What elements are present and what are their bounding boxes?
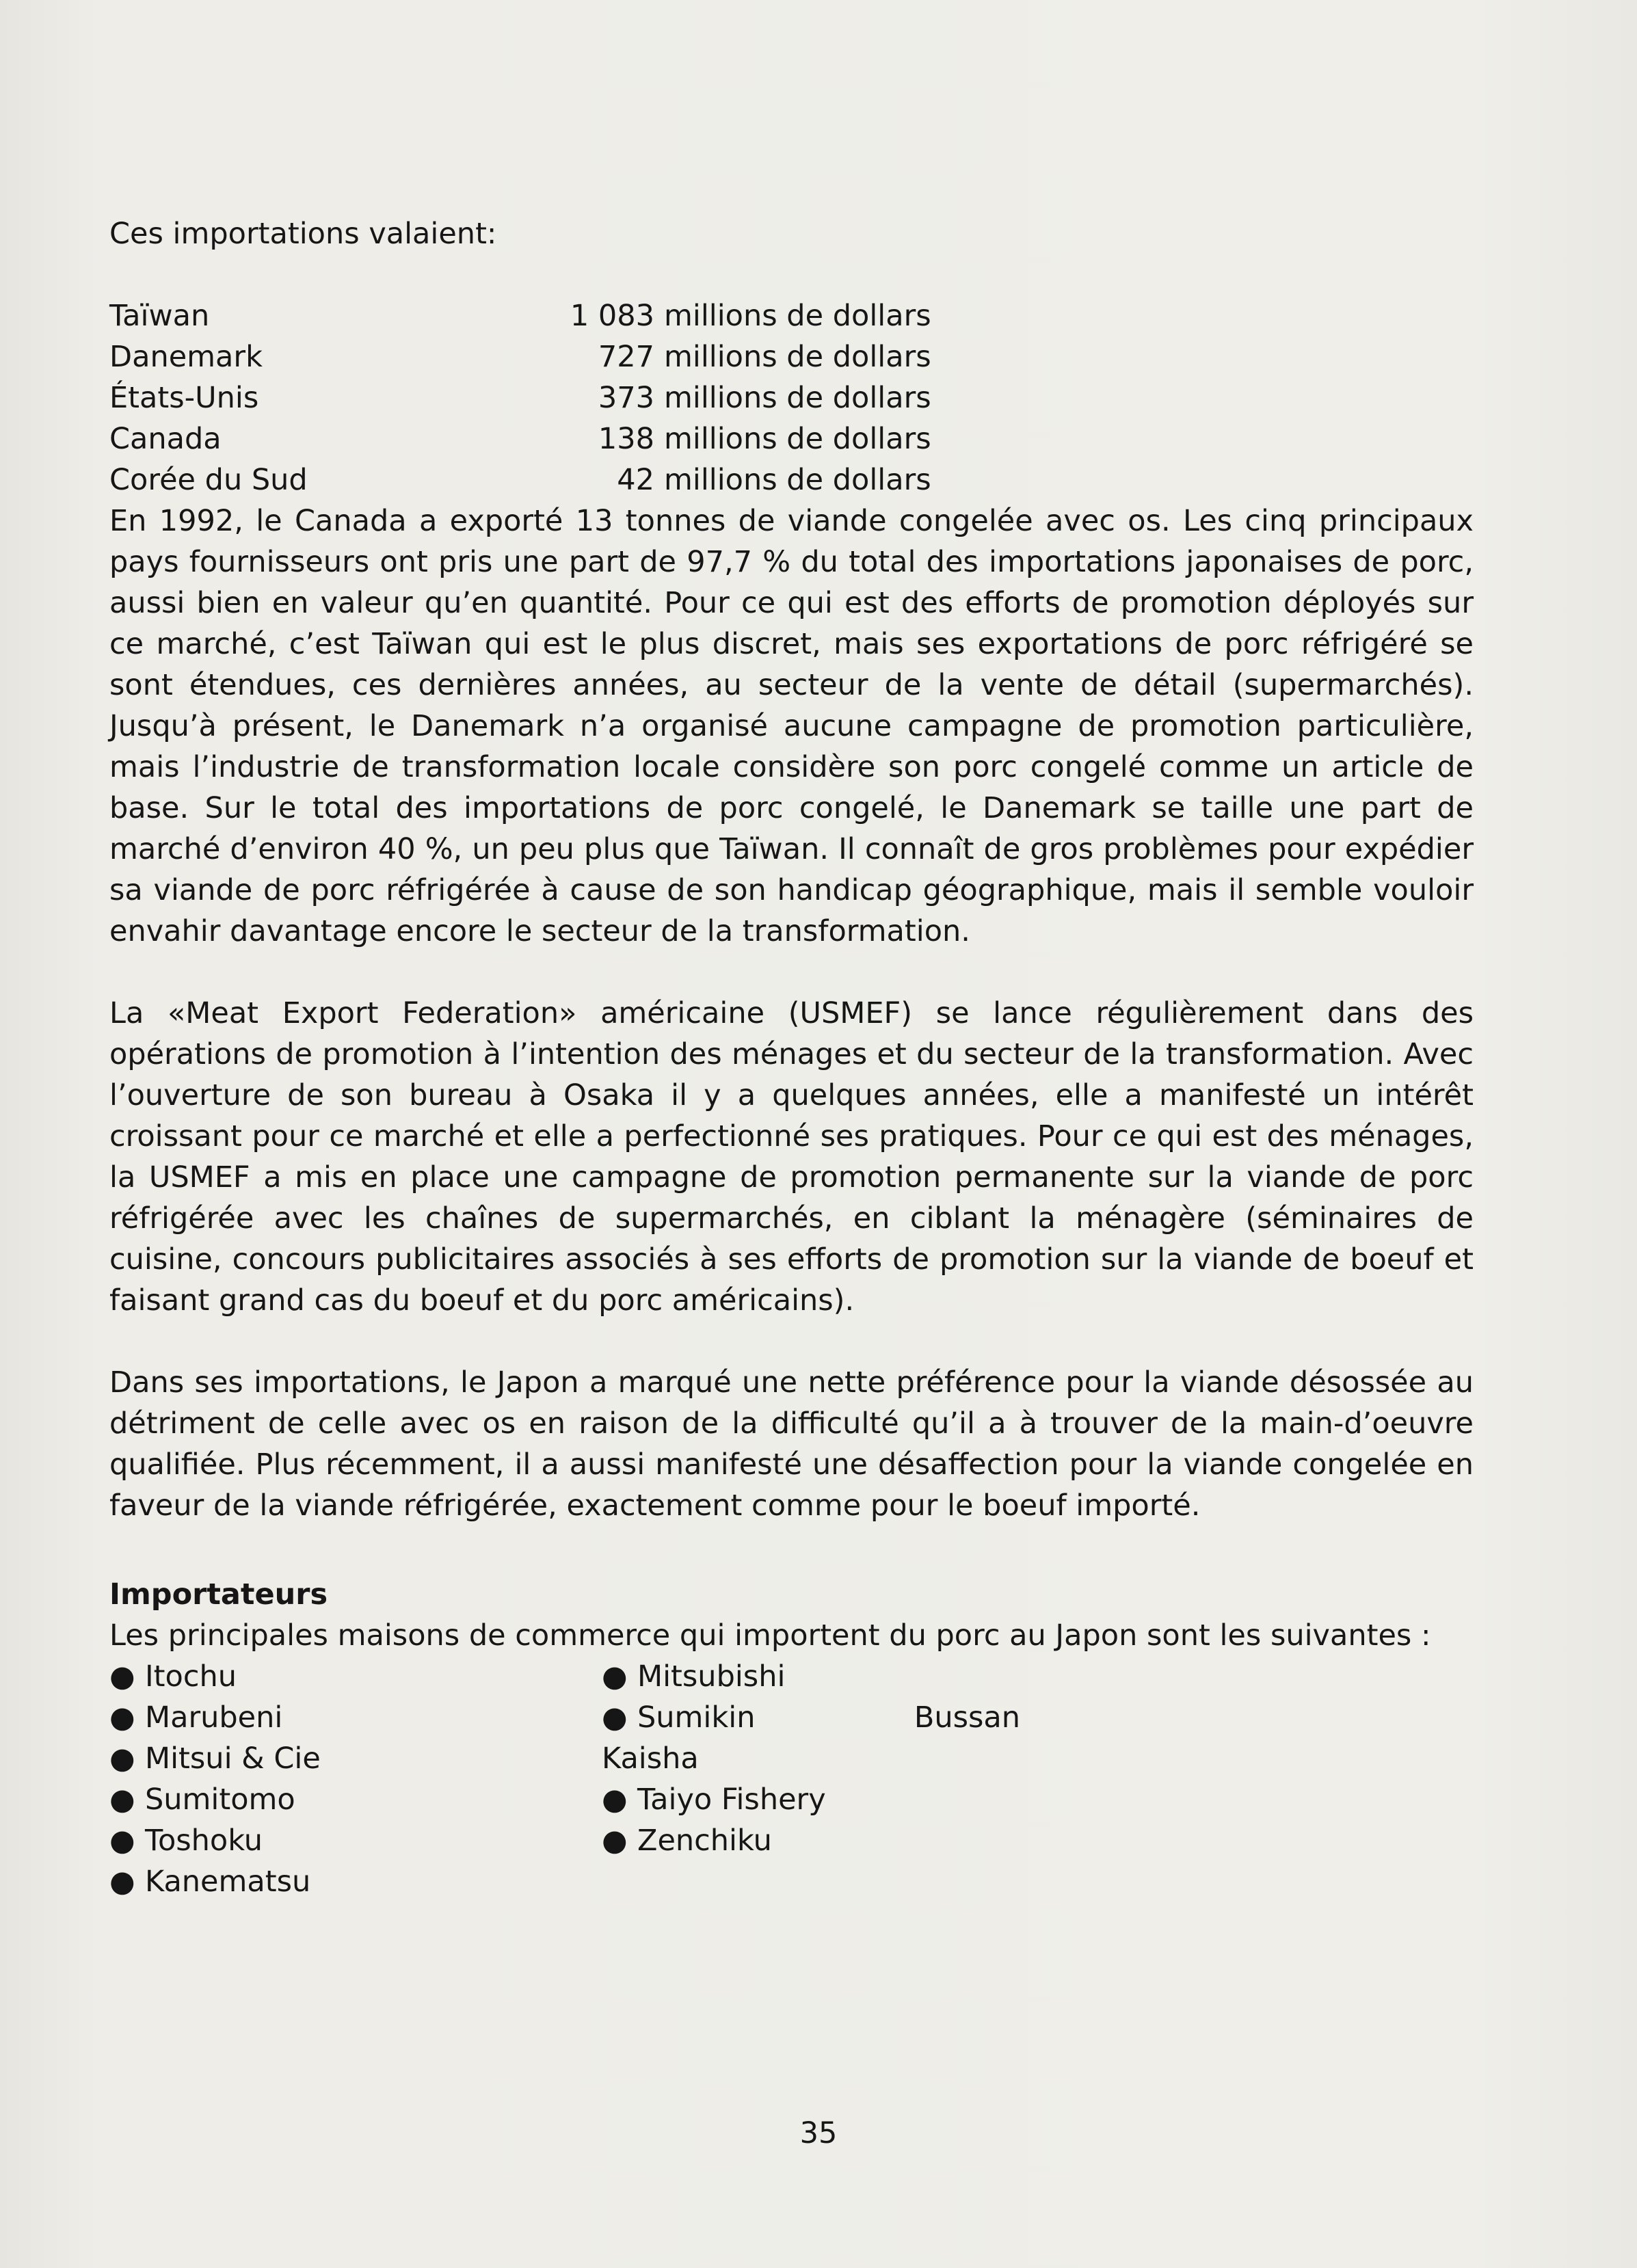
- list-item: ● Marubeni: [109, 1697, 602, 1738]
- amount: 42: [617, 463, 654, 497]
- unit: millions de dollars: [664, 381, 931, 415]
- country: Canada: [109, 422, 222, 456]
- importers-intro: Les principales maisons de commerce qui importent du porc au Japon sont les suivantes :: [109, 1618, 1431, 1653]
- list-item: ● Toshoku: [109, 1820, 602, 1861]
- unit: millions de dollars: [664, 463, 931, 497]
- bullet-icon: ●: [602, 1824, 628, 1858]
- bullet-icon: ●: [602, 1659, 628, 1694]
- imports-row: [109, 295, 1474, 336]
- bullet-icon: ●: [602, 1700, 628, 1735]
- bullet-icon: ●: [109, 1700, 135, 1735]
- list-item: ● Itochu: [109, 1656, 602, 1697]
- list-item: ● Kanematsu: [109, 1861, 602, 1902]
- amount: 373: [598, 381, 654, 415]
- list-item: ● Zenchiku: [602, 1820, 1422, 1861]
- list-item: ● Sumikin Bussan: [602, 1697, 1422, 1738]
- importers-lists: [109, 1656, 1474, 1902]
- paragraph-usmef: La «Meat Export Federation» américaine (USMEF) se lance régulièrement dans des opérations de promotion à l’intention des ménages et du secteur de la transformation. Avec l’ouverture de son bureau à Osaka il y a quelques années, elle a manifesté un intérêt croissant pour ce marché et elle a perfectionné ses pratiques. Pour ce qui est des ménages, la USMEF a mis en place une campagne de promotion permanente sur la viande de porc réfrigérée avec les chaînes de supermarchés, en ciblant la ménagère (séminaires de cuisine, concours publicitaires associés à ses efforts de promotion sur la viande de boeuf et faisant grand cas du boeuf et du porc américains).: [109, 996, 1474, 1318]
- bullet-icon: ●: [109, 1742, 135, 1776]
- amount: 1 083: [570, 299, 654, 333]
- imports-row: [109, 459, 1474, 501]
- country: Danemark: [109, 340, 263, 374]
- amount: 138: [598, 422, 654, 456]
- unit: millions de dollars: [664, 299, 931, 333]
- bullet-icon: ●: [109, 1659, 135, 1694]
- imports-intro: Ces importations valaient:: [109, 217, 497, 251]
- list-item: ● Mitsubishi: [602, 1656, 1422, 1697]
- importers-list-right: [602, 1656, 1422, 1902]
- unit: millions de dollars: [664, 340, 931, 374]
- bullet-icon: ●: [109, 1783, 135, 1817]
- amount: 727: [598, 340, 654, 374]
- bullet-icon: ●: [109, 1865, 135, 1899]
- imports-row: [109, 418, 1474, 459]
- country: Taïwan: [109, 299, 210, 333]
- paragraph-preferences: Dans ses importations, le Japon a marqué une nette préférence pour la viande désossée au détriment de celle avec os en raison de la difficulté qu’il a à trouver de la main-d’oeuvre qualifiée. Plus récemment, il a aussi manifesté une désaffection pour la viande congelée en faveur de la viande réfrigérée, exactement comme pour le boeuf importé.: [109, 1365, 1474, 1523]
- unit: millions de dollars: [664, 422, 931, 456]
- paragraph-canada-exports: En 1992, le Canada a exporté 13 tonnes de viande congelée avec os. Les cinq principaux pays fournisseurs ont pris une part de 97,7 % du total des importations japonaises de porc, aussi bien en valeur qu’en quantité. Pour ce qui est des efforts de promotion déployés sur ce marché, c’est Taïwan qui est le plus discret, mais ses exportations de porc réfrigéré se sont étendues, ces dernières années, au secteur de la vente de détail (supermarchés). Jusqu’à présent, le Danemark n’a organisé aucune campagne de promotion particulière, mais l’industrie de transformation locale considère son porc congelé comme un article de base. Sur le total des importations de porc congelé, le Danemark se taille une part de marché d’environ 40 %, un peu plus que Taïwan. Il connaît de gros problèmes pour expédier sa viande de porc réfrigérée à cause de son handicap géographique, mais il semble vouloir envahir davantage encore le secteur de la transformation.: [109, 504, 1474, 948]
- country: États-Unis: [109, 381, 259, 415]
- list-item: ● Sumitomo: [109, 1779, 602, 1820]
- list-item-continuation: Kaisha: [602, 1742, 699, 1776]
- page-number: 35: [799, 2116, 838, 2150]
- country: Corée du Sud: [109, 463, 308, 497]
- imports-table: [109, 295, 1474, 501]
- bullet-icon: ●: [602, 1783, 628, 1817]
- imports-row: [109, 336, 1474, 377]
- imports-row: [109, 377, 1474, 418]
- section-heading-importers: Importateurs: [109, 1577, 328, 1612]
- list-item: ● Taiyo Fishery: [602, 1779, 1422, 1820]
- document-body: [109, 213, 1474, 1902]
- list-item: ● Mitsui & Cie: [109, 1738, 602, 1779]
- bullet-icon: ●: [109, 1824, 135, 1858]
- importers-list-left: [109, 1656, 602, 1902]
